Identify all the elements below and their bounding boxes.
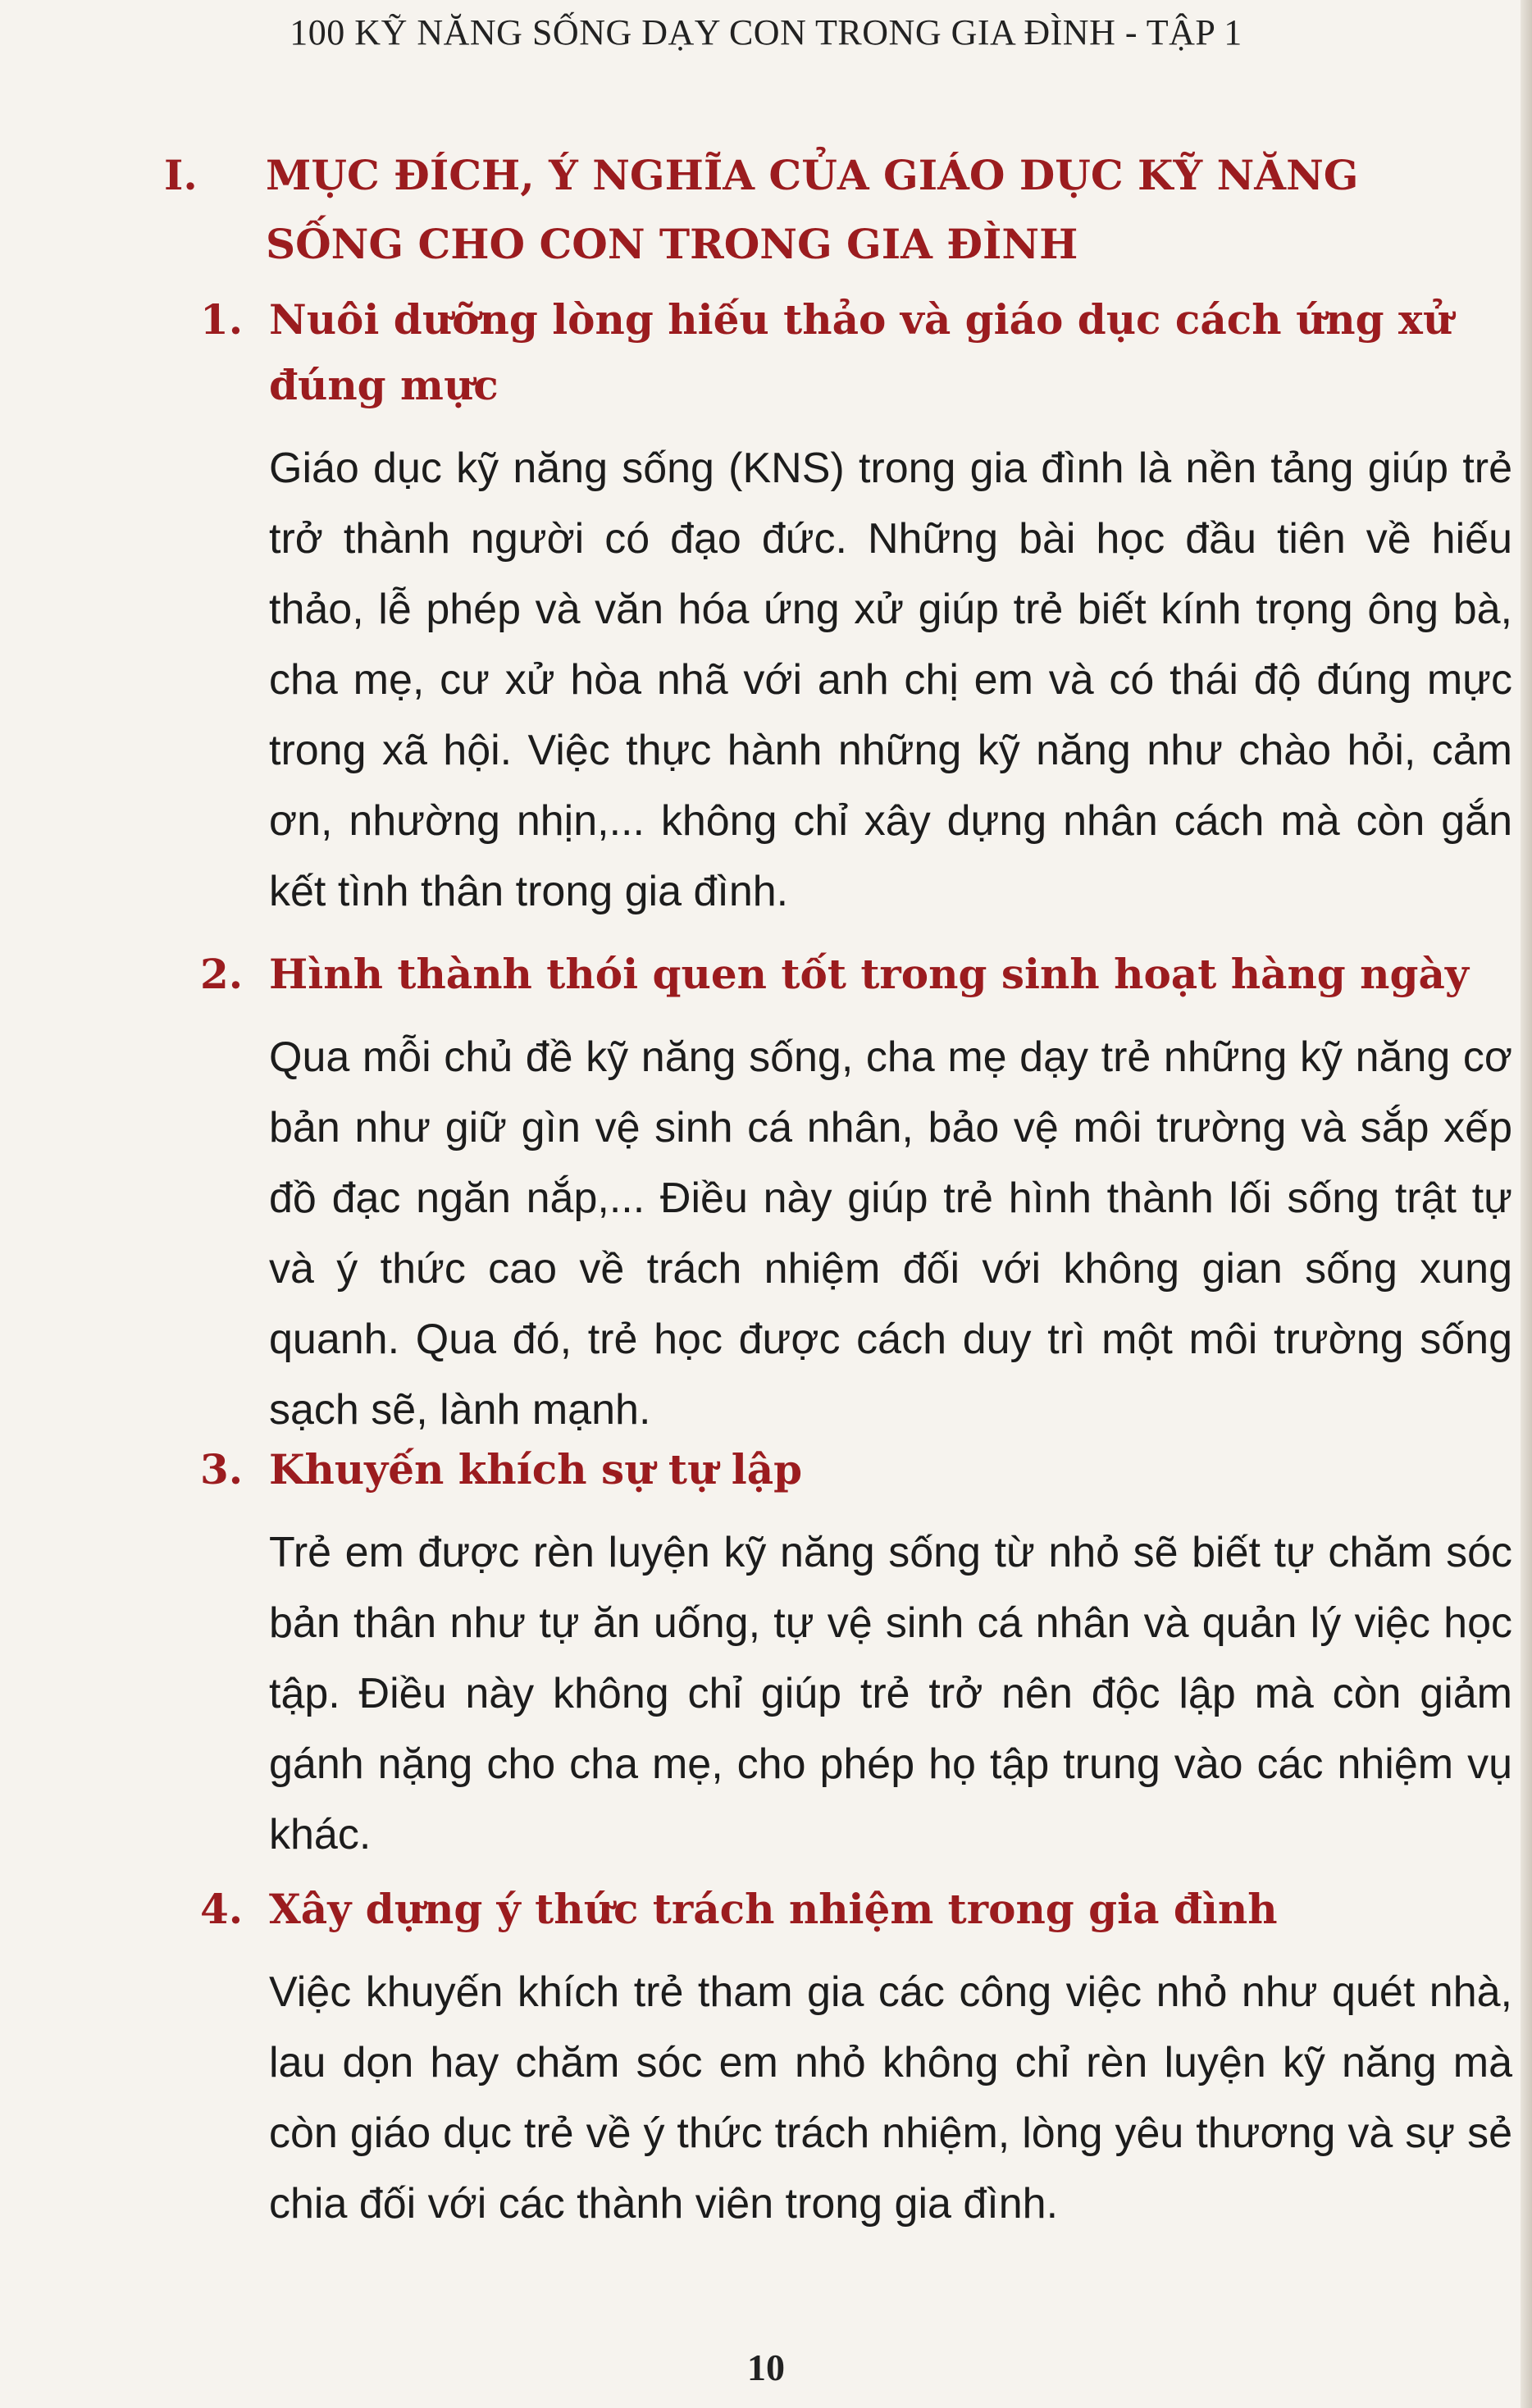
item-heading-text: Khuyến khích sự tự lập: [269, 1445, 803, 1494]
item-title: [200, 1877, 1512, 1942]
running-header: 100 KỸ NĂNG SỐNG DẠY CON TRONG GIA ĐÌNH - TẬP 1: [290, 12, 1242, 52]
section-heading: [164, 141, 1509, 279]
item-title: [200, 942, 1512, 1007]
item-heading-text: Nuôi dưỡng lòng hiếu thảo và giáo dục cách ứng xử đúng mực: [269, 295, 1453, 409]
item-1: [200, 287, 1512, 927]
page-number: 10: [747, 2346, 785, 2388]
item-paragraph: Giáo dục kỹ năng sống (KNS) trong gia đình là nền tảng giúp trẻ trở thành người có đạo đức. Những bài học đầu tiên về hiếu thảo, lễ phép và văn hóa ứng xử giúp trẻ biết kính trọng ông bà, cha mẹ, cư xử hòa nhã với anh chị em và có thái độ đúng mực trong xã hội. Việc thực hành những kỹ năng như chào hỏi, cảm ơn, nhường nhịn,... không chỉ xây dựng nhân cách mà còn gắn kết tình thân trong gia đình.: [269, 445, 1512, 915]
item-number: 3.: [200, 1445, 244, 1494]
item-paragraph: Qua mỗi chủ đề kỹ năng sống, cha mẹ dạy trẻ những kỹ năng cơ bản như giữ gìn vệ sinh cá nhân, bảo vệ môi trường và sắp xếp đồ đạc ngăn nắp,... Điều này giúp trẻ hình thành lối sống trật tự và ý thức cao về trách nhiệm đối với không gian sống xung quanh. Qua đó, trẻ học được cách duy trì một môi trường sống sạch sẽ, lành mạnh.: [269, 1033, 1512, 1434]
section-title: MỤC ĐÍCH, Ý NGHĨA CỦA GIÁO DỤC KỸ NĂNG SỐNG CHO CON TRONG GIA ĐÌNH: [266, 151, 1359, 268]
item-heading-text: Xây dựng ý thức trách nhiệm trong gia đình: [269, 1885, 1278, 1933]
item-title: [200, 287, 1512, 418]
item-paragraph: Việc khuyến khích trẻ tham gia các công việc nhỏ như quét nhà, lau dọn hay chăm sóc em nhỏ không chỉ rèn luyện kỹ năng mà còn giáo dục trẻ về ý thức trách nhiệm, lòng yêu thương và sự sẻ chia đối với các thành viên trong gia đình.: [269, 1968, 1512, 2228]
item-number: 1.: [200, 295, 244, 344]
item-paragraph: Trẻ em được rèn luyện kỹ năng sống từ nhỏ sẽ biết tự chăm sóc bản thân như tự ăn uống, tự vệ sinh cá nhân và quản lý việc học tập. Điều này không chỉ giúp trẻ trở nên độc lập mà còn giảm gánh nặng cho cha mẹ, cho phép họ tập trung vào các nhiệm vụ khác.: [269, 1529, 1512, 1858]
item-4: [200, 1877, 1512, 2239]
item-title: [200, 1437, 1512, 1503]
item-2: [200, 942, 1512, 1445]
item-number: 4.: [200, 1885, 244, 1933]
page-edge: [1521, 0, 1532, 2408]
item-number: 2.: [200, 950, 244, 998]
item-3: [200, 1437, 1512, 1870]
item-heading-text: Hình thành thói quen tốt trong sinh hoạt hàng ngày: [269, 950, 1469, 998]
section-number: I.: [164, 151, 198, 199]
